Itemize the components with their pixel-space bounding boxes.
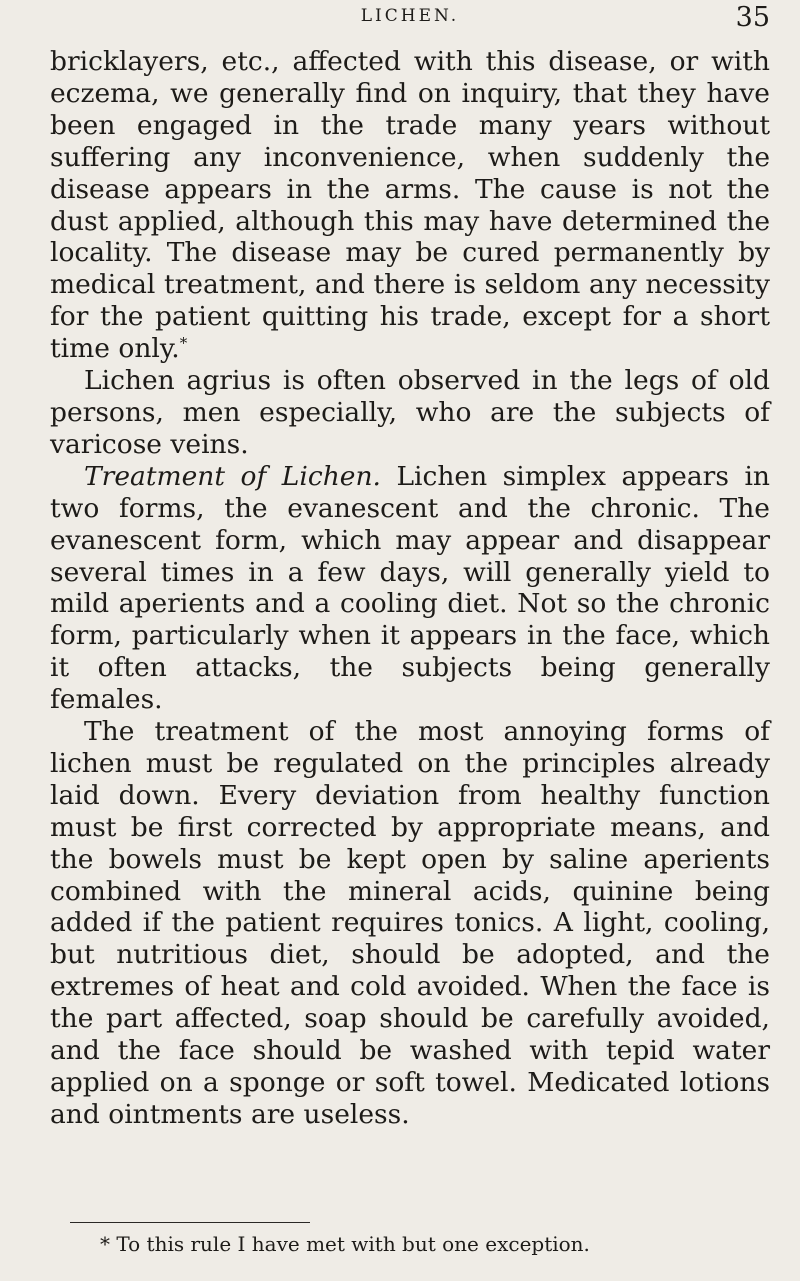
footnote-text: To this rule I have met with but one exception. — [116, 1232, 590, 1256]
paragraph-4 — [50, 716, 770, 1131]
footnote-reference: * — [179, 334, 188, 353]
body-text — [50, 46, 770, 1131]
page-number: 35 — [735, 2, 770, 33]
footnote — [100, 1231, 590, 1257]
paragraph-3-text: Lichen simplex appears in two forms, the evanescent and the chronic. The evanescent form, which may appear and disappear several times in a few days, will generally yield to mild aperients and a cooling diet. Not so the chronic form, particularly when it appears in the face, which it often attacks, the subjects being generally females. — [50, 460, 770, 716]
running-head — [50, 0, 770, 36]
paragraph-4-text: The treatment of the most annoying forms of lichen must be regulated on the principles already laid down. Every deviation from healthy function must be first corrected by appropriate means, and the bowels must be kept open by saline aperients combined with the mineral acids, quinine being added if the patient requires tonics. A light, cooling, but nutritious diet, should be adopted, and the extremes of heat and cold avoided. When the face is the part affected, soap should be carefully avoided, and the face should be washed with tepid water applied on a sponge or soft towel. Medicated lotions and ointments are useless. — [50, 716, 770, 1130]
paragraph-2 — [50, 365, 770, 461]
paragraph-1 — [50, 46, 770, 365]
paragraph-2-text: Lichen agrius is often observed in the legs of old persons, men especially, who are the subjects of varicose veins. — [50, 365, 770, 460]
footnote-mark: * — [100, 1232, 110, 1256]
footnote-divider — [70, 1222, 310, 1223]
paragraph-1-text: bricklayers, etc., affected with this disease, or with eczema, we generally find on inquiry, that they have been engaged in the trade many years without suffering any inconvenience, when suddenly the disease appears in the arms. The cause is not the dust applied, although this may have determined the locality. The disease may be cured permanently by medical treatment, and there is seldom any necessity for the patient quitting his trade, except for a short time only. — [50, 46, 770, 365]
running-title: LICHEN. — [360, 6, 460, 26]
section-heading: Treatment of Lichen. — [84, 460, 381, 492]
paragraph-3 — [50, 461, 770, 716]
